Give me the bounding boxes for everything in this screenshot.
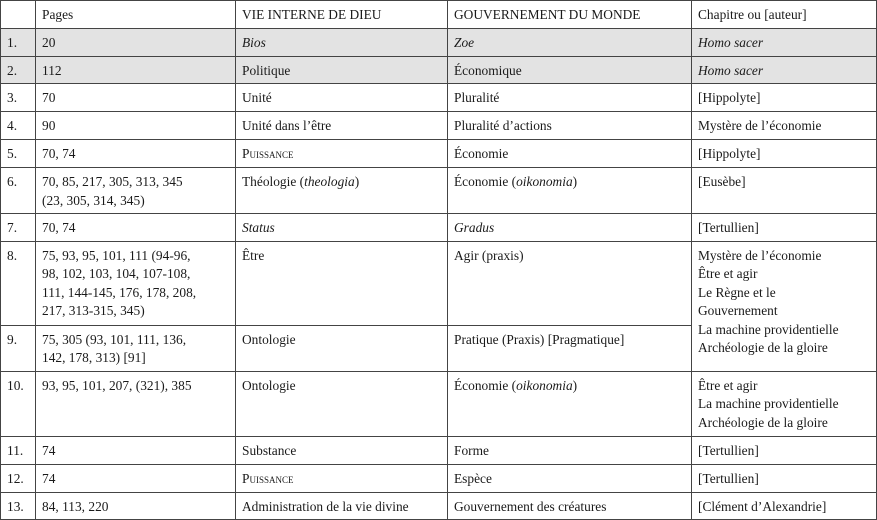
vie-cell: Puissance bbox=[236, 140, 448, 168]
chap-line: Homo sacer bbox=[698, 62, 764, 78]
table-row bbox=[1, 168, 877, 214]
chap-line: [Hippolyte] bbox=[698, 146, 761, 161]
chap-line: [Eusèbe] bbox=[698, 174, 746, 189]
chap-line: Archéologie de la gloire bbox=[698, 414, 828, 430]
row-number: 2. bbox=[1, 56, 36, 84]
gouv-cell: Économie bbox=[448, 140, 692, 168]
header-gouvernement: GOUVERNEMENT DU MONDE bbox=[448, 1, 692, 29]
pages-line: (23, 305, 314, 345) bbox=[42, 192, 145, 208]
row-number: 11. bbox=[1, 436, 36, 464]
pages-cell bbox=[36, 371, 236, 436]
chap-line: [Hippolyte] bbox=[698, 90, 761, 105]
pages-cell bbox=[36, 436, 236, 464]
pages-line: 74 bbox=[42, 442, 56, 458]
row-number: 10. bbox=[1, 371, 36, 436]
pages-line: 84, 113, 220 bbox=[42, 498, 109, 514]
gouv-text-italic: oikonomia bbox=[516, 377, 573, 393]
chap-cell bbox=[692, 28, 877, 56]
pages-cell bbox=[36, 325, 236, 371]
pages-line: 20 bbox=[42, 34, 56, 50]
table-row bbox=[1, 56, 877, 84]
vie-cell bbox=[236, 168, 448, 214]
pages-cell bbox=[36, 140, 236, 168]
row-number: 6. bbox=[1, 168, 36, 214]
pages-line: 93, 95, 101, 207, (321), 385 bbox=[42, 377, 192, 393]
pages-cell bbox=[36, 28, 236, 56]
row-number: 8. bbox=[1, 241, 36, 325]
row-number: 3. bbox=[1, 84, 36, 112]
pages-line: 70, 85, 217, 305, 313, 345 bbox=[42, 174, 183, 189]
pages-line: 142, 178, 313) [91] bbox=[42, 350, 146, 365]
gouv-text-italic: oikonomia bbox=[516, 174, 573, 189]
gouv-cell: Pluralité bbox=[448, 84, 692, 112]
pages-cell bbox=[36, 464, 236, 492]
gouv-cell: Zoe bbox=[448, 28, 692, 56]
chap-cell bbox=[692, 436, 877, 464]
vie-text: Théologie ( bbox=[242, 174, 305, 189]
header-row bbox=[1, 1, 877, 29]
chap-line: Mystère de l’économie bbox=[698, 118, 822, 133]
vie-cell: Ontologie bbox=[236, 371, 448, 436]
gouv-cell: Espèce bbox=[448, 464, 692, 492]
pages-line: 75, 305 (93, 101, 111, 136, bbox=[42, 331, 187, 347]
gouv-cell: Forme bbox=[448, 436, 692, 464]
gouv-cell: Gouvernement des créatures bbox=[448, 492, 692, 520]
chap-line: [Tertullien] bbox=[698, 470, 759, 486]
vie-text: ) bbox=[354, 174, 360, 189]
header-num bbox=[1, 1, 36, 29]
pages-cell bbox=[36, 112, 236, 140]
vie-text-italic: theologia bbox=[304, 174, 355, 189]
pages-cell bbox=[36, 56, 236, 84]
row-number: 9. bbox=[1, 325, 36, 371]
chap-cell bbox=[692, 112, 877, 140]
pages-line: 112 bbox=[42, 62, 62, 78]
chap-line: Être et agir bbox=[698, 377, 758, 393]
table-row bbox=[1, 28, 877, 56]
row-number: 4. bbox=[1, 112, 36, 140]
pages-cell bbox=[36, 241, 236, 325]
table-row bbox=[1, 492, 877, 520]
pages-line: 74 bbox=[42, 470, 56, 486]
gouv-cell: Pratique (Praxis) [Pragmatique] bbox=[448, 325, 692, 371]
chap-line: Homo sacer bbox=[698, 34, 764, 50]
pages-line: 98, 102, 103, 104, 107-108, bbox=[42, 266, 191, 281]
row-number: 5. bbox=[1, 140, 36, 168]
gouv-cell: Pluralité d’actions bbox=[448, 112, 692, 140]
row-number: 1. bbox=[1, 28, 36, 56]
gouv-text: ) bbox=[572, 377, 578, 393]
chap-cell bbox=[692, 56, 877, 84]
table-row bbox=[1, 371, 877, 436]
pages-line: 217, 313-315, 345) bbox=[42, 303, 145, 318]
chap-cell bbox=[692, 371, 877, 436]
chap-cell bbox=[692, 464, 877, 492]
pages-cell bbox=[36, 492, 236, 520]
pages-line: 75, 93, 95, 101, 111 (94-96, bbox=[42, 247, 191, 263]
chap-line: Mystère de l’économie bbox=[698, 247, 822, 263]
table-row bbox=[1, 112, 877, 140]
header-pages: Pages bbox=[36, 1, 236, 29]
vie-cell: Ontologie bbox=[236, 325, 448, 371]
chap-line: La machine providentielle bbox=[698, 396, 839, 411]
chap-line: [Clément d’Alexandrie] bbox=[698, 498, 827, 514]
gouv-text: Économie ( bbox=[454, 377, 517, 393]
table-row bbox=[1, 436, 877, 464]
row-number: 12. bbox=[1, 464, 36, 492]
header-chapitre: Chapitre ou [auteur] bbox=[692, 1, 877, 29]
chap-cell bbox=[692, 168, 877, 214]
row-number: 7. bbox=[1, 214, 36, 242]
table-row bbox=[1, 214, 877, 242]
chap-cell bbox=[692, 140, 877, 168]
gouv-cell: Économique bbox=[448, 56, 692, 84]
chap-cell bbox=[692, 492, 877, 520]
vie-cell: Bios bbox=[236, 28, 448, 56]
pages-line: 111, 144-145, 176, 178, 208, bbox=[42, 284, 197, 300]
pages-line: 90 bbox=[42, 118, 56, 133]
vie-cell: Unité bbox=[236, 84, 448, 112]
table-row bbox=[1, 464, 877, 492]
vie-cell: Être bbox=[236, 241, 448, 325]
chap-cell bbox=[692, 84, 877, 112]
vie-cell: Puissance bbox=[236, 464, 448, 492]
gouv-text: ) bbox=[572, 174, 578, 189]
chap-line: Archéologie de la gloire bbox=[698, 340, 828, 355]
gouv-cell: Agir (praxis) bbox=[448, 241, 692, 325]
vie-cell: Substance bbox=[236, 436, 448, 464]
pages-cell bbox=[36, 214, 236, 242]
chap-line: Le Règne et le bbox=[698, 284, 776, 300]
gouv-text: Économie ( bbox=[454, 174, 517, 189]
vie-cell: Unité dans l’être bbox=[236, 112, 448, 140]
chap-line: Être et agir bbox=[698, 266, 758, 281]
gouv-cell bbox=[448, 371, 692, 436]
gouv-cell: Gradus bbox=[448, 214, 692, 242]
header-vie-interne: VIE INTERNE DE DIEU bbox=[236, 1, 448, 29]
gouv-cell bbox=[448, 168, 692, 214]
vie-cell: Administration de la vie divine bbox=[236, 492, 448, 520]
row-number: 13. bbox=[1, 492, 36, 520]
chap-line: Gouvernement bbox=[698, 303, 778, 318]
chap-cell-merged bbox=[692, 241, 877, 371]
chap-line: [Tertullien] bbox=[698, 442, 759, 458]
pages-cell bbox=[36, 84, 236, 112]
pages-cell bbox=[36, 168, 236, 214]
chap-line: [Tertullien] bbox=[698, 220, 759, 235]
vie-cell: Status bbox=[236, 214, 448, 242]
pages-line: 70, 74 bbox=[42, 146, 76, 161]
table-row bbox=[1, 241, 877, 325]
chap-line: La machine providentielle bbox=[698, 321, 839, 337]
pages-line: 70 bbox=[42, 90, 56, 105]
vie-cell: Politique bbox=[236, 56, 448, 84]
table-row bbox=[1, 84, 877, 112]
chap-cell bbox=[692, 214, 877, 242]
pages-line: 70, 74 bbox=[42, 220, 76, 235]
table-row bbox=[1, 140, 877, 168]
